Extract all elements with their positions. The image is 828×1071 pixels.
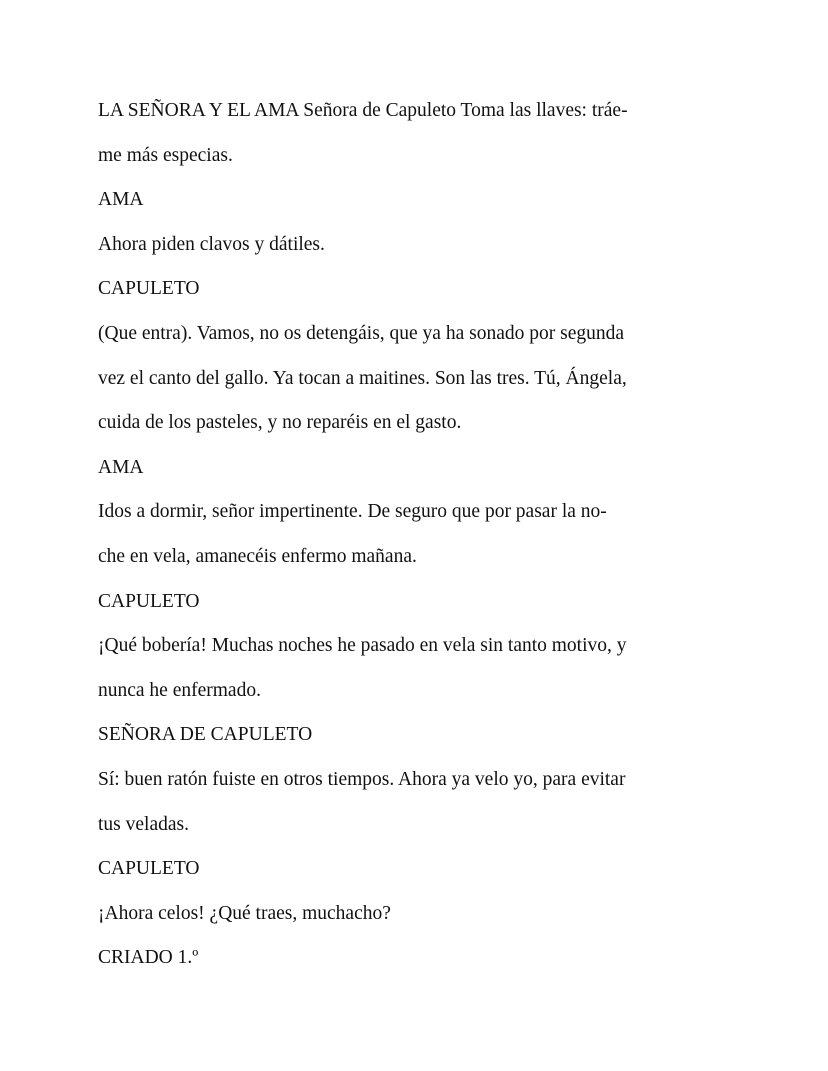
dialogue-line: me más especias.: [98, 144, 233, 166]
dialogue-line: (Que entra). Vamos, no os detengáis, que ya ha sonado por segunda: [98, 322, 625, 344]
dialogue-line: tus veladas.: [98, 813, 189, 835]
speaker-name-capuleto: CAPULETO: [98, 590, 200, 612]
dialogue-line: che en vela, amanecéis enfermo mañana.: [98, 545, 417, 567]
dialogue-line: ¡Qué bobería! Muchas noches he pasado en vela sin tanto motivo, y: [98, 635, 627, 657]
speaker-name-capuleto: CAPULETO: [98, 858, 200, 880]
speaker-name-capuleto: CAPULETO: [98, 278, 200, 300]
dialogue-line: nunca he enfermado.: [98, 679, 261, 701]
dialogue-line: ¡Ahora celos! ¿Qué traes, muchacho?: [98, 902, 391, 924]
dialogue-line: Idos a dormir, señor impertinente. De seguro que por pasar la no-: [98, 501, 607, 523]
dialogue-line: Sí: buen ratón fuiste en otros tiempos. Ahora ya velo yo, para evitar: [98, 768, 626, 790]
speaker-name-criado: CRIADO 1.º: [98, 947, 199, 969]
dialogue-line: cuida de los pasteles, y no reparéis en el gasto.: [98, 412, 462, 434]
dialogue-line: vez el canto del gallo. Ya tocan a maitines. Son las tres. Tú, Ángela,: [98, 367, 627, 389]
speaker-name-ama: AMA: [98, 189, 144, 211]
dialogue-line: Ahora piden clavos y dátiles.: [98, 233, 325, 255]
speaker-name-senora-de-capuleto: SEÑORA DE CAPULETO: [98, 724, 313, 746]
scene-heading-line: LA SEÑORA Y EL AMA Señora de Capuleto Toma las llaves: tráe-: [98, 100, 628, 121]
play-text: [98, 97, 718, 989]
speaker-name-ama: AMA: [98, 456, 144, 478]
